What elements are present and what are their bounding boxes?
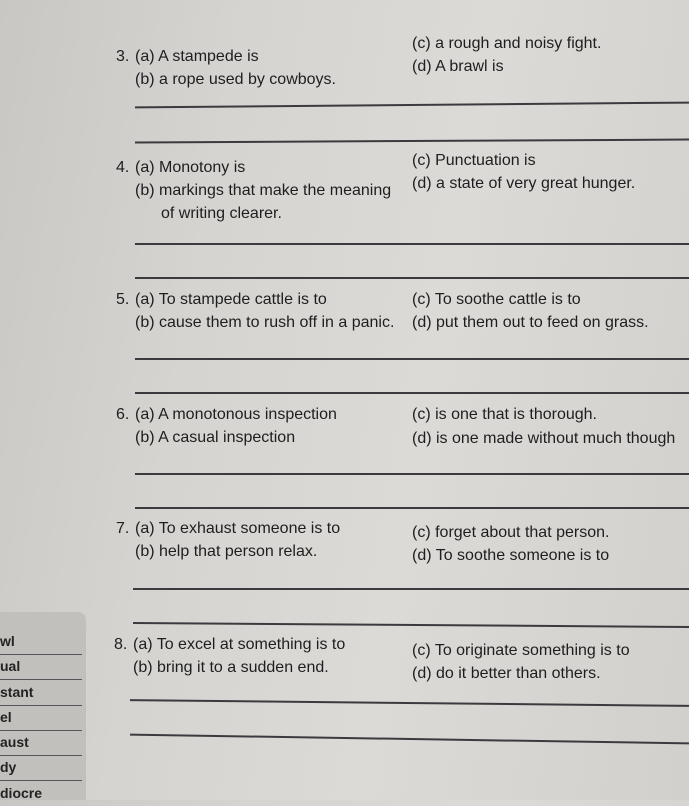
question-number: 8. xyxy=(114,636,128,653)
word-bank-item: aust xyxy=(0,731,82,756)
option-c: (c) To soothe cattle is to xyxy=(412,291,581,308)
word-bank-sidebar xyxy=(0,612,86,800)
option-c: (c) To originate something is to xyxy=(412,642,630,659)
question-number: 3. xyxy=(116,48,130,65)
answer-line[interactable] xyxy=(130,734,689,744)
option-c: (c) Punctuation is xyxy=(412,152,536,169)
word-bank-item: wl xyxy=(0,630,82,655)
option-a: (a) To excel at something is to xyxy=(133,636,346,653)
option-d: (d) put them out to feed on grass. xyxy=(412,314,649,331)
option-a: (a) A monotonous inspection xyxy=(135,406,337,423)
option-b: (b) cause them to rush off in a panic. xyxy=(135,314,395,331)
answer-line[interactable] xyxy=(135,139,689,143)
question-number: 4. xyxy=(116,159,130,176)
question-number: 5. xyxy=(116,291,130,308)
answer-line[interactable] xyxy=(135,507,689,509)
option-b: (b) markings that make the meaning xyxy=(135,182,392,199)
option-c: (c) forget about that person. xyxy=(412,524,610,541)
answer-line[interactable] xyxy=(135,358,689,360)
answer-line[interactable] xyxy=(133,588,689,590)
option-d: (d) a state of very great hunger. xyxy=(412,175,636,192)
answer-line[interactable] xyxy=(135,392,689,394)
question-number: 6. xyxy=(116,406,130,423)
word-bank-item: el xyxy=(0,706,82,731)
option-d: (d) is one made without much though xyxy=(412,430,676,447)
word-bank-item: stant xyxy=(0,681,82,706)
answer-line[interactable] xyxy=(135,277,689,279)
option-b: (b) A casual inspection xyxy=(135,429,296,446)
option-b: (b) bring it to a sudden end. xyxy=(133,659,329,676)
option-b: (b) a rope used by cowboys. xyxy=(135,71,336,88)
word-bank-item: dy xyxy=(0,756,82,781)
question-number: 7. xyxy=(116,520,130,537)
answer-line[interactable] xyxy=(135,102,689,108)
option-d: (d) do it better than others. xyxy=(412,665,601,682)
answer-line[interactable] xyxy=(135,473,689,475)
answer-line[interactable] xyxy=(135,243,689,245)
word-bank-item: diocre xyxy=(0,785,43,801)
option-a: (a) To exhaust someone is to xyxy=(135,520,341,537)
option-b: (b) help that person relax. xyxy=(135,543,318,560)
option-d: (d) To soothe someone is to xyxy=(412,547,610,564)
option-a: (a) A stampede is xyxy=(135,48,259,65)
option-a: (a) To stampede cattle is to xyxy=(135,291,327,308)
option-a: (a) Monotony is xyxy=(135,159,246,176)
option-d: (d) A brawl is xyxy=(412,58,504,75)
word-bank-item: ual xyxy=(0,655,82,680)
option-c: (c) a rough and noisy fight. xyxy=(412,35,602,52)
option-c: (c) is one that is thorough. xyxy=(412,406,597,423)
option-b-continued: of writing clearer. xyxy=(161,205,282,222)
answer-line[interactable] xyxy=(130,699,689,706)
answer-line[interactable] xyxy=(133,622,689,627)
